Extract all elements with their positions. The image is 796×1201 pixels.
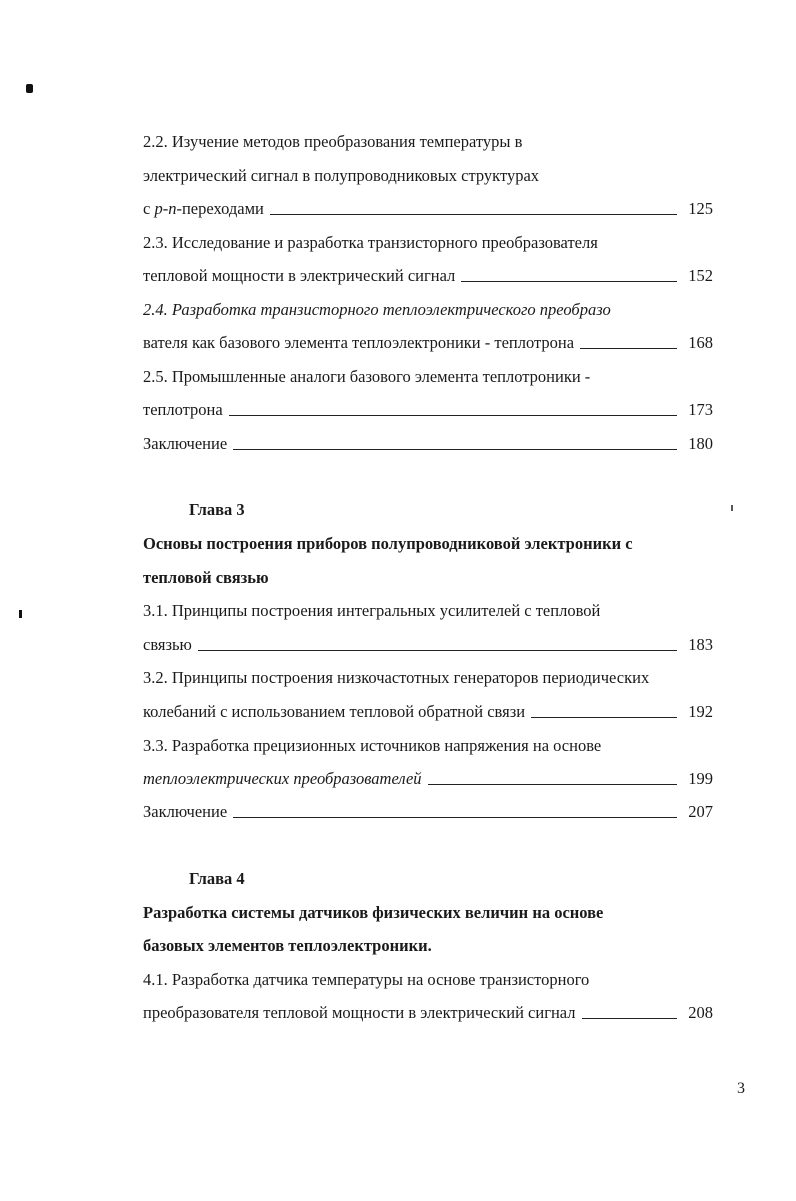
- toc-page-number: 208: [688, 1003, 713, 1022]
- toc-page-number: 168: [688, 333, 713, 352]
- toc-entry-2-2-end: [143, 198, 713, 220]
- toc-page-number: 125: [688, 199, 713, 218]
- chapter-3-title: [143, 533, 713, 555]
- chapter-4-heading: Глава 4: [189, 869, 245, 888]
- toc-entry-text: преобразователя тепловой мощности в электрический сигнал: [143, 1003, 576, 1022]
- chapter-title-text: базовых элементов теплоэлектроники.: [143, 936, 432, 955]
- toc-entry-3-3-end: [143, 768, 713, 790]
- toc-entry-2-3-end: [143, 265, 713, 287]
- toc-page-number: 183: [688, 635, 713, 654]
- chapter-title-text: тепловой связью: [143, 568, 269, 587]
- toc-page-number: 173: [688, 400, 713, 419]
- toc-entry-text: 2.4. Разработка транзисторного теплоэлектрического преобразо: [143, 300, 611, 319]
- chapter-3-heading: Глава 3: [189, 500, 245, 519]
- chapter-4-title: [143, 902, 713, 924]
- toc-entry-text: 3.3. Разработка прецизионных источников напряжения на основе: [143, 736, 602, 755]
- toc-page-number: 199: [688, 769, 713, 788]
- toc-entry-2-3: [143, 232, 713, 254]
- toc-page-number: 207: [688, 802, 713, 821]
- dotted-leader: [531, 716, 677, 718]
- toc-entry-2-5-end: [143, 399, 713, 421]
- toc-entry-text: 3.1. Принципы построения интегральных усилителей с тепловой: [143, 601, 601, 620]
- toc-entry-3-2: [143, 667, 713, 689]
- dotted-leader: [580, 347, 677, 349]
- dotted-leader: [233, 448, 677, 450]
- chapter-title-text: Основы построения приборов полупроводниковой электроники с: [143, 534, 633, 553]
- toc-entry-text: 2.2. Изучение методов преобразования температуры в: [143, 132, 523, 151]
- toc-entry-2-4: [143, 299, 713, 321]
- toc-entry-text: теплоэлектрических преобразователей: [143, 769, 422, 788]
- toc-entry-3-1-end: [143, 634, 713, 656]
- toc-entry-2-5: [143, 366, 713, 388]
- toc-entry-2-2: [143, 131, 713, 153]
- scan-speck: [731, 505, 733, 511]
- toc-entry-text: колебаний с использованием тепловой обратной связи: [143, 702, 526, 721]
- chapter-4-title-cont: [143, 935, 713, 957]
- toc-entry-text: с p-n-переходами: [143, 199, 264, 218]
- toc-entry-3-1: [143, 600, 713, 622]
- toc-entry-3-3: [143, 735, 713, 757]
- scan-speck: [19, 610, 22, 618]
- toc-entry-text: Заключение: [143, 434, 228, 453]
- dotted-leader: [229, 414, 677, 416]
- toc-page-number: 192: [688, 702, 713, 721]
- toc-entry-3-2-end: [143, 701, 713, 723]
- toc-page-number: 152: [688, 266, 713, 285]
- chapter-3-title-cont: [143, 567, 713, 589]
- toc-entry-text: 4.1. Разработка датчика температуры на основе транзисторного: [143, 970, 590, 989]
- toc-entry-text: 3.2. Принципы построения низкочастотных генераторов периодических: [143, 668, 650, 687]
- toc-page-number: 180: [688, 434, 713, 453]
- toc-entry-2-4-end: [143, 332, 713, 354]
- toc-entry-2-2-cont: [143, 165, 713, 187]
- dotted-leader: [582, 1017, 677, 1019]
- toc-entry-text: связью: [143, 635, 192, 654]
- toc-entry-conclusion-3: [143, 801, 713, 823]
- page-number: 3: [737, 1080, 745, 1097]
- toc-entry-text: Заключение: [143, 802, 228, 821]
- dotted-leader: [233, 816, 677, 818]
- dotted-leader: [428, 783, 677, 785]
- dotted-leader: [461, 280, 677, 282]
- toc-entry-text: электрический сигнал в полупроводниковых структурах: [143, 166, 540, 185]
- scan-speck: [26, 84, 33, 93]
- toc-entry-4-1-end: [143, 1002, 713, 1024]
- toc-entry-conclusion-2: [143, 433, 713, 455]
- toc-entry-text: теплотрона: [143, 400, 223, 419]
- chapter-title-text: Разработка системы датчиков физических величин на основе: [143, 903, 604, 922]
- dotted-leader: [198, 649, 677, 651]
- toc-entry-text: тепловой мощности в электрический сигнал: [143, 266, 456, 285]
- toc-entry-text: 2.5. Промышленные аналоги базового элемента теплотроники -: [143, 367, 591, 386]
- dotted-leader: [270, 213, 677, 215]
- toc-entry-text: вателя как базового элемента теплоэлектроники - теплотрона: [143, 333, 575, 352]
- toc-entry-text: 2.3. Исследование и разработка транзисторного преобразователя: [143, 233, 598, 252]
- toc-entry-4-1: [143, 969, 713, 991]
